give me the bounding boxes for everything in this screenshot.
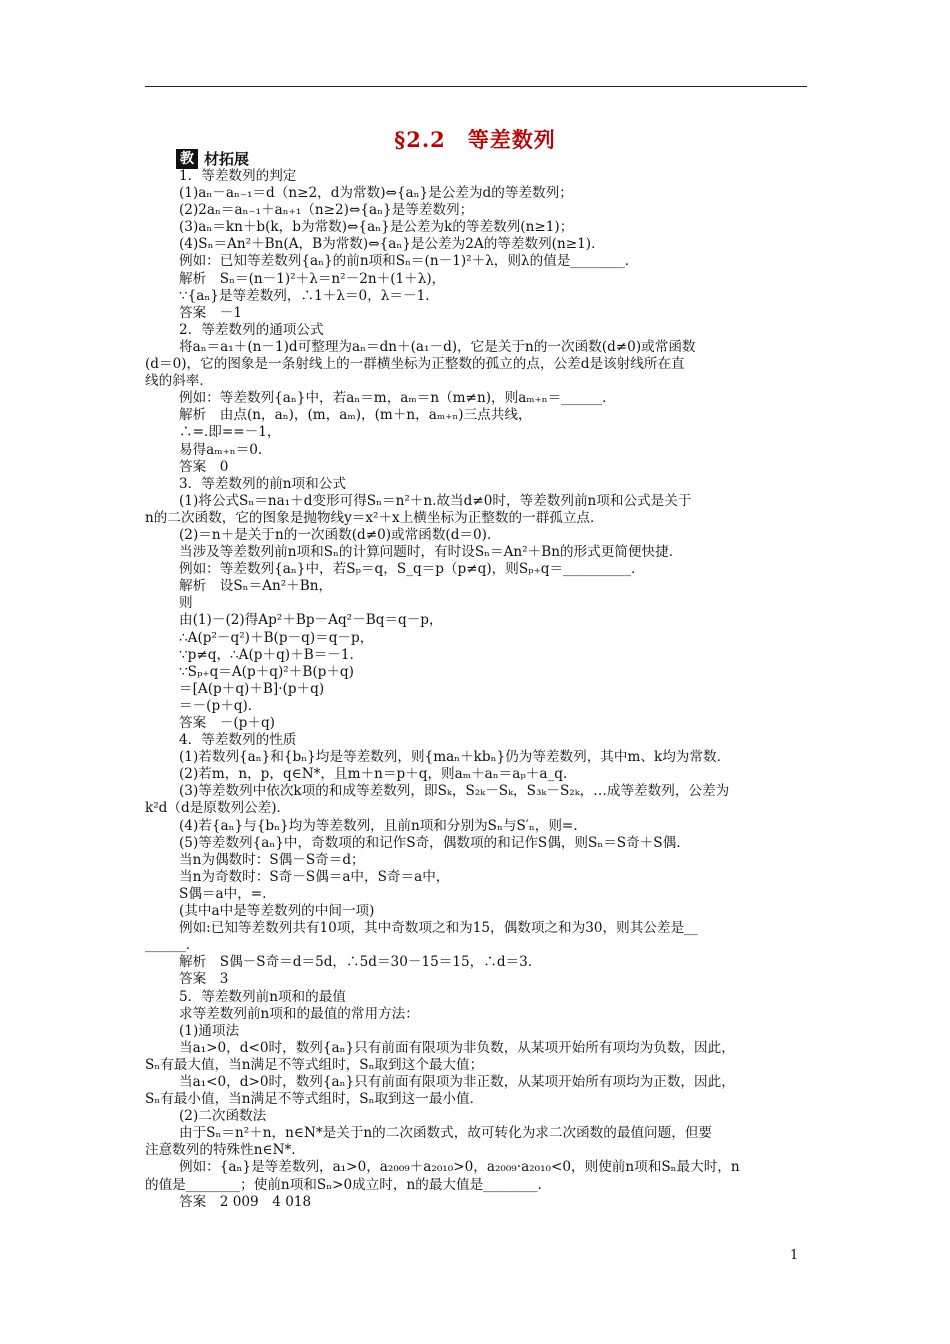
- text-line: 答案 2 009 4 018: [179, 1193, 312, 1210]
- text-line: ∴=.即==－1，: [179, 424, 281, 441]
- text-line: (1)将公式Sₙ＝na₁＋d变形可得Sₙ＝n²＋n.故当d≠0时，等差数列前n项和公式是关于: [179, 492, 692, 509]
- text-line: S偶＝a中，=.: [179, 885, 267, 902]
- text-line: 解析 设Sₙ＝An²＋Bn，: [179, 578, 333, 595]
- text-line: 将aₙ＝a₁＋(n－1)d可整理为aₙ＝dn＋(a₁－d)，它是关于n的一次函数(d≠0)或常函数: [179, 338, 696, 355]
- text-line: 由(1)－(2)得Ap²＋Bp－Aq²－Bq＝q－p，: [179, 612, 443, 629]
- page-number: 1: [790, 1248, 799, 1263]
- text-line: ∵p≠q，∴A(p＋q)＋B＝－1.: [179, 646, 354, 663]
- text-line: (5)等差数列{aₙ}中，奇数项的和记作S奇，偶数项的和记作S偶，则Sₙ＝S奇＋S偶.: [179, 834, 681, 851]
- text-line: 3．等差数列的前n项和公式: [179, 475, 346, 492]
- text-line: 例如:已知等差数列共有10项，其中奇数项之和为15，偶数项之和为30，则其公差是__: [179, 920, 698, 937]
- text-line: (d＝0)，它的图象是一条射线上的一群横坐标为正整数的孤立的点，公差d是该射线所在直: [145, 356, 685, 373]
- text-line: 解析 S偶－S奇＝d＝5d，∴5d＝30－15＝15，∴d＝3.: [179, 954, 533, 971]
- text-line: (3)aₙ＝kn＋b(k，b为常数)⇔{aₙ}是公差为k的等差数列(n≥1)；: [179, 219, 574, 236]
- text-line: Sₙ有最小值，当n满足不等式组时，Sₙ取到这一最小值．: [145, 1091, 484, 1108]
- text-line: ______．: [145, 937, 200, 954]
- text-line: k²d（d是原数列公差)．: [145, 800, 291, 817]
- text-line: (1)aₙ－aₙ₋₁＝d（n≥2，d为常数)⇔{aₙ}是公差为d的等差数列；: [179, 185, 573, 202]
- text-line: 则: [179, 595, 193, 612]
- banner-text: 材拓展: [204, 150, 250, 168]
- text-line: 答案 0: [179, 458, 229, 475]
- text-line: 当n为偶数时：S偶－S奇＝d；: [179, 851, 365, 868]
- text-line: ∴A(p²－q²)＋B(p－q)＝q－p，: [179, 629, 374, 646]
- text-line: 2．等差数列的通项公式: [179, 321, 324, 338]
- text-line: 由于Sₙ＝n²＋n，n∈N*是关于n的二次函数式，故可转化为求二次函数的最值问题，但要: [179, 1125, 713, 1142]
- text-line: 答案 3: [179, 971, 229, 988]
- text-line: 当涉及等差数列前n项和Sₙ的计算问题时，有时设Sₙ＝An²＋Bn的形式更简便快捷．: [179, 544, 683, 561]
- text-line: 的值是________；使前n项和Sₙ>0成立时，n的最大值是________．: [145, 1176, 552, 1193]
- text-line: ∵Sₚ₊q＝A(p＋q)²＋B(p＋q): [179, 663, 354, 680]
- text-line: (2)2aₙ＝aₙ₋₁＋aₙ₊₁（n≥2)⇔{aₙ}是等差数列；: [179, 202, 474, 219]
- text-line: 例如：{aₙ}是等差数列，a₁>0，a₂₀₀₉＋a₂₀₁₀>0，a₂₀₀₉·a₂₀₁₀<0，则使前n项和Sₙ最大时，n: [179, 1159, 740, 1176]
- text-line: (其中a中是等差数列的中间一项): [179, 903, 375, 920]
- banner-badge: 教: [176, 149, 198, 169]
- text-line: (2)若m，n，p，q∈N*，且m＋n＝p＋q，则aₘ＋aₙ＝aₚ＋a_q.: [179, 766, 568, 783]
- text-line: (3)等差数列中依次k项的和成等差数列，即Sₖ，S₂ₖ－Sₖ，S₃ₖ－S₂ₖ，…成等差数列，公差为: [179, 783, 730, 800]
- text-line: ＝[A(p＋q)＋B]·(p＋q): [179, 680, 325, 697]
- document-body: [145, 168, 809, 1211]
- text-line: 1．等差数列的判定: [179, 168, 297, 184]
- section-banner: [176, 148, 249, 169]
- text-line: 易得aₘ₊ₙ＝0.: [179, 441, 263, 458]
- text-line: ∵{aₙ}是等差数列，∴1＋λ＝0，λ＝－1.: [179, 287, 430, 304]
- text-line: 例如：等差数列{aₙ}中，若aₙ＝m，aₘ＝n（m≠n)，则aₘ₊ₙ＝______．: [179, 390, 616, 407]
- text-line: 例如：等差数列{aₙ}中，若Sₚ＝q，S_q＝p（p≠q)，则Sₚ₊q＝__________．: [179, 561, 645, 578]
- text-line: 5．等差数列前n项和的最值: [179, 988, 346, 1005]
- text-line: 4．等差数列的性质: [179, 732, 297, 749]
- text-line: 求等差数列前n项和的最值的常用方法：: [179, 1005, 419, 1022]
- text-line: (2)＝n＋是关于n的一次函数(d≠0)或常函数(d＝0)．: [179, 526, 501, 543]
- text-line: Sₙ有最大值，当n满足不等式组时，Sₙ取到这个最大值；: [145, 1056, 484, 1073]
- text-line: 当n为奇数时：S奇－S偶＝a中，S奇＝a中，: [179, 868, 450, 885]
- text-line: 答案 －1: [179, 304, 243, 321]
- text-line: 解析 由点(n，aₙ)，(m，aₘ)，(m＋n，aₘ₊ₙ)三点共线，: [179, 407, 532, 424]
- text-line: ＝－(p＋q)．: [179, 697, 262, 714]
- text-line: 当a₁>0，d<0时，数列{aₙ}只有前面有限项为非负数，从某项开始所有项均为负数，因此，: [179, 1039, 735, 1056]
- text-line: (2)二次函数法: [179, 1108, 267, 1125]
- text-line: n的二次函数，它的图象是抛物线y＝x²＋x上横坐标为正整数的一群孤立点．: [145, 509, 604, 526]
- text-line: 注意数列的特殊性n∈N*.: [145, 1142, 296, 1159]
- header-rule: [145, 86, 807, 87]
- text-line: (1)若数列{aₙ}和{bₙ}均是等差数列，则{maₙ＋kbₙ}仍为等差数列，其中m、k均为常数．: [179, 749, 731, 766]
- text-line: 当a₁<0，d>0时，数列{aₙ}只有前面有限项为非正数，从某项开始所有项均为正数，因此，: [179, 1073, 735, 1090]
- text-line: (4)若{aₙ}与{bₙ}均为等差数列，且前n项和分别为Sₙ与S′ₙ，则=.: [179, 817, 578, 834]
- page-title: §2.2 等差数列: [394, 127, 556, 152]
- text-line: 解析 Sₙ＝(n－1)²＋λ＝n²－2n＋(1＋λ)，: [179, 270, 446, 287]
- text-line: (4)Sₙ＝An²＋Bn(A，B为常数)⇔{aₙ}是公差为2A的等差数列(n≥1)．: [179, 236, 605, 253]
- text-line: 答案 －(p＋q): [179, 715, 275, 731]
- text-line: 例如：已知等差数列{aₙ}的前n项和Sₙ＝(n－1)²＋λ，则λ的值是________．: [179, 253, 639, 270]
- text-line: (1)通项法: [179, 1022, 240, 1039]
- text-line: 线的斜率．: [145, 373, 213, 390]
